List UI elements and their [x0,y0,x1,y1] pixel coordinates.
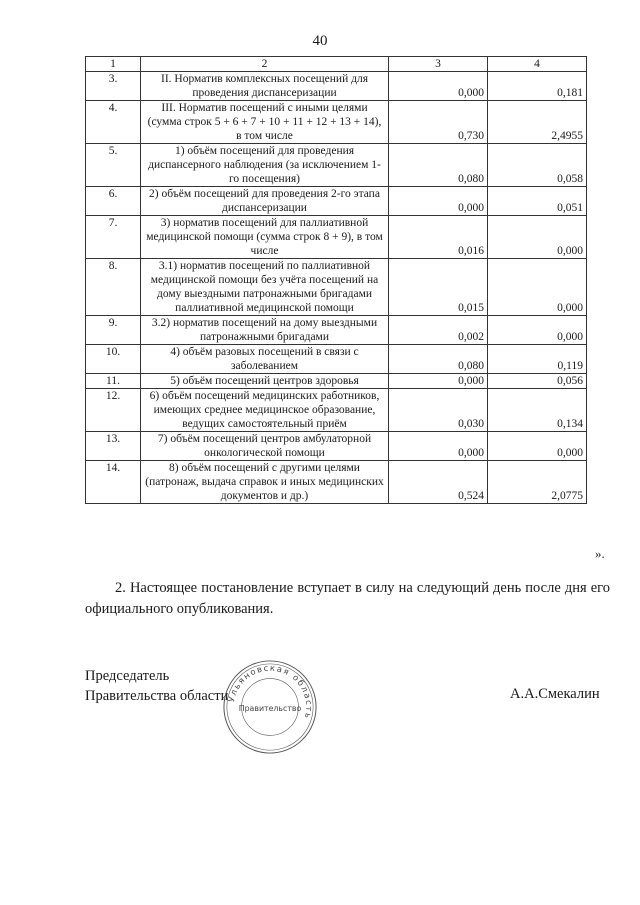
value-col3: 0,080 [389,345,488,374]
row-description: 4) объём разовых посещений в связи с заболеванием [141,345,389,374]
value-col3: 0,002 [389,316,488,345]
value-col3: 0,524 [389,461,488,504]
row-number: 8. [86,259,141,316]
value-col4: 0,000 [488,259,587,316]
value-col4: 0,119 [488,345,587,374]
column-header: 3 [389,57,488,72]
value-col4: 0,000 [488,216,587,259]
value-col3: 0,016 [389,216,488,259]
value-col4: 0,181 [488,72,587,101]
row-description: II. Норматив комплексных посещений для проведения диспансеризации [141,72,389,101]
row-number: 4. [86,101,141,144]
row-description: 3) норматив посещений для паллиативной медицинской помощи (сумма строк 8 + 9), в том числе [141,216,389,259]
value-col4: 0,000 [488,316,587,345]
svg-text:Ульяновская область: Ульяновская область [226,662,315,721]
row-number: 14. [86,461,141,504]
value-col3: 0,030 [389,389,488,432]
row-description: 6) объём посещений медицинских работников, имеющих среднее медицинское образование, ведущих самостоятельный приём [141,389,389,432]
column-header: 2 [141,57,389,72]
table-row [86,374,587,389]
row-number: 13. [86,432,141,461]
norms-table [85,56,587,504]
signature-title [85,666,228,706]
official-seal-stamp [221,658,319,756]
row-number: 6. [86,187,141,216]
value-col3: 0,000 [389,187,488,216]
table-row [86,187,587,216]
row-number: 11. [86,374,141,389]
column-header: 1 [86,57,141,72]
page-number: 40 [312,33,328,49]
row-description: 2) объём посещений для проведения 2-го этапа диспансеризации [141,187,389,216]
row-description: 8) объём посещений с другими целями (патронаж, выдача справок и иных медицинских документов и др.) [141,461,389,504]
signatory-name: А.А.Смекалин [510,686,600,702]
value-col4: 0,058 [488,144,587,187]
column-header: 4 [488,57,587,72]
row-description: III. Норматив посещений с иными целями (сумма строк 5 + 6 + 7 + 10 + 11 + 12 + 13 + 14), в том числе [141,101,389,144]
signature-title-line: Правительства области [85,688,229,704]
value-col3: 0,730 [389,101,488,144]
value-col4: 0,000 [488,432,587,461]
value-col3: 0,000 [389,432,488,461]
value-col3: 0,000 [389,72,488,101]
signature-title-line: Председатель [85,668,170,684]
closing-quote: ». [595,546,605,561]
row-number: 12. [86,389,141,432]
row-number: 9. [86,316,141,345]
row-number: 5. [86,144,141,187]
table-row [86,216,587,259]
row-description: 3.1) норматив посещений по паллиативной медицинской помощи без учёта посещений на дому выездными патронажными бригадами паллиативной медицинской помощи [141,259,389,316]
value-col3: 0,080 [389,144,488,187]
row-description: 3.2) норматив посещений на дому выездными патронажными бригадами [141,316,389,345]
table-row [86,389,587,432]
value-col4: 2,4955 [488,101,587,144]
row-number: 10. [86,345,141,374]
value-col3: 0,015 [389,259,488,316]
table-row [86,316,587,345]
table-row [86,432,587,461]
svg-text:Правительство: Правительство [238,703,302,713]
row-description: 1) объём посещений для проведения диспансерного наблюдения (за исключением 1-го посещения) [141,144,389,187]
body-paragraph: 2. Настоящее постановление вступает в силу на следующий день после дня его официального опубликования. [85,580,610,617]
value-col4: 0,134 [488,389,587,432]
table-row [86,72,587,101]
value-col4: 2,0775 [488,461,587,504]
row-number: 7. [86,216,141,259]
table-row [86,259,587,316]
value-col4: 0,051 [488,187,587,216]
value-col4: 0,056 [488,374,587,389]
row-description: 7) объём посещений центров амбулаторной онкологической помощи [141,432,389,461]
table-row [86,144,587,187]
row-description: 5) объём посещений центров здоровья [141,374,389,389]
table-row [86,461,587,504]
table-row [86,345,587,374]
value-col3: 0,000 [389,374,488,389]
table-header-row [86,57,587,72]
row-number: 3. [86,72,141,101]
table-row [86,101,587,144]
